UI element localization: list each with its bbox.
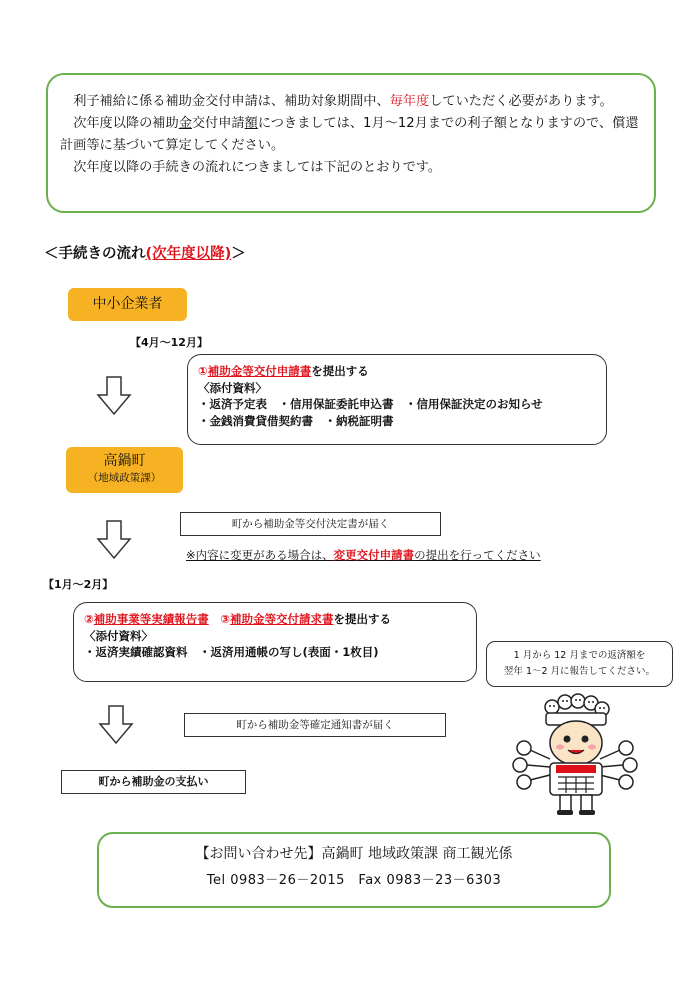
intro-paragraph-3 <box>60 157 640 179</box>
change-note-text: ※内容に変更がある場合は、 <box>186 548 334 562</box>
mascot-illustration <box>510 693 640 818</box>
intro-paragraph-2 <box>60 113 640 157</box>
speech-bubble <box>486 641 673 687</box>
step3-document: 補助金等交付請求書 <box>230 612 334 626</box>
intro-underlined: 額 <box>244 116 258 131</box>
step3-number: ③ <box>220 612 230 626</box>
intro-underlined: 金 <box>178 116 192 131</box>
actor-sme-label: 中小企業者 <box>92 296 163 312</box>
bubble-line: 1 月から 12 月までの返済額を <box>513 650 646 661</box>
actor-sme <box>68 288 187 321</box>
bubble-line: 翌年 1～2 月に報告してください。 <box>503 666 656 677</box>
contact-box <box>97 832 611 908</box>
step2-heading <box>84 611 466 628</box>
step1-number: ① <box>198 364 208 378</box>
intro-text: 交付申請 <box>191 116 245 131</box>
down-arrow-icon <box>96 376 132 416</box>
intro-text: につきましては、1月～12月までの利子額となりますので、償還計画等に基づいて算定してください。 <box>60 116 639 153</box>
down-arrow-icon <box>98 705 134 745</box>
contact-phone-fax: Tel 0983－26－2015 Fax 0983－23－6303 <box>206 873 502 888</box>
flow-title-highlight: (次年度以降) <box>145 246 232 262</box>
actor-town <box>66 447 183 493</box>
notice-decision: 町から補助金等交付決定書が届く <box>180 512 441 536</box>
change-note-text: の提出を行ってください <box>414 548 541 562</box>
step2-attach-line: ・返済実績確認資料 ・返済用通帳の写し(表面・1枚目) <box>84 645 379 659</box>
step2-attach-label: 〈添付資料〉 <box>84 628 153 643</box>
actor-town-name: 高鍋町 <box>103 453 146 469</box>
down-arrow-icon <box>96 520 132 560</box>
step2-document: 補助事業等実績報告書 <box>93 612 209 626</box>
step2-action: を提出する <box>333 612 391 626</box>
step1-box <box>187 354 607 445</box>
intro-text: 次年度以降の補助 <box>73 116 179 131</box>
flow-title-text: ＜手続きの流れ <box>44 246 146 262</box>
period-jan-feb: 【1月～2月】 <box>43 578 114 591</box>
flow-title-text: ＞ <box>231 246 246 262</box>
change-note <box>186 547 541 563</box>
step1-attach-line: ・返済予定表 ・信用保証委託申込書 ・信用保証決定のお知らせ <box>198 397 543 411</box>
step1-attach-line: ・金銭消費貸借契約書 ・納税証明書 <box>198 413 394 428</box>
intro-text: 次年度以降の手続きの流れにつきましては下記のとおりです。 <box>73 160 442 175</box>
notice-confirmation: 町から補助金等確定通知書が届く <box>184 713 446 737</box>
payment-box: 町から補助金の支払い <box>61 770 246 794</box>
step2-box <box>73 602 477 682</box>
intro-highlight: 毎年度 <box>389 94 430 109</box>
intro-text: していただく必要があります。 <box>429 94 613 109</box>
change-note-highlight: 変更交付申請書 <box>333 548 415 562</box>
flow-title <box>44 242 246 263</box>
period-apr-dec: 【4月～12月】 <box>130 336 208 349</box>
step1-action: を提出する <box>311 364 369 378</box>
step1-heading <box>198 363 596 380</box>
contact-heading: 【お問い合わせ先】高鍋町 地域政策課 商工観光係 <box>195 846 513 862</box>
intro-text: 利子補給に係る補助金交付申請は、補助対象期間中、 <box>73 94 390 109</box>
step2-number: ② <box>84 612 94 626</box>
step1-attach-label: 〈添付資料〉 <box>198 380 267 395</box>
actor-town-dept: （地域政策課） <box>87 472 162 484</box>
intro-box <box>46 73 656 213</box>
intro-paragraph-1 <box>60 91 640 113</box>
step1-document: 補助金等交付申請書 <box>207 364 312 378</box>
